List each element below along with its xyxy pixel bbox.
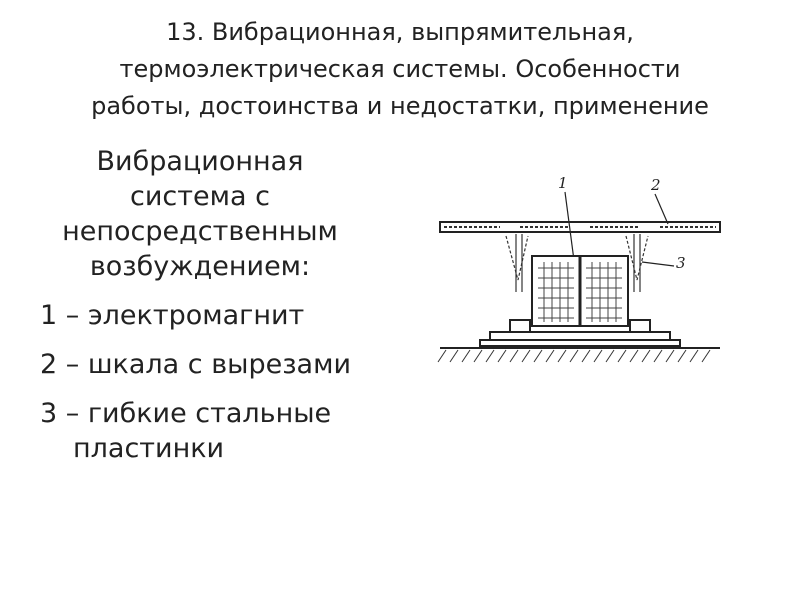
- steel-plates-right: [626, 234, 648, 292]
- label-2: 2: [651, 176, 661, 194]
- list-item-electromagnet: 1 – электромагнит: [40, 300, 305, 331]
- electromagnet: [532, 256, 628, 326]
- vibration-system-diagram: [430, 172, 730, 377]
- body-text: [40, 144, 400, 466]
- diagram-svg: [430, 172, 730, 377]
- intro-line-2: система с: [130, 181, 270, 212]
- title-line-2: термоэлектрическая системы. Особенности: [119, 55, 681, 83]
- base-plate: [490, 332, 670, 340]
- label-1: 1: [558, 174, 568, 192]
- list-item-plates: 3 – гибкие стальные пластинки: [40, 398, 332, 464]
- intro-line-4: возбуждением:: [89, 251, 311, 282]
- label-3: 3: [676, 254, 686, 272]
- intro-line-1: Вибрационная: [96, 146, 304, 177]
- intro-text: [40, 144, 360, 284]
- intro-line-3: непосредственным: [62, 216, 338, 247]
- title-line-1: 13. Вибрационная, выпрямительная,: [166, 18, 634, 46]
- steel-plates-left: [506, 234, 528, 292]
- title-line-3: работы, достоинства и недостатки, применение: [91, 92, 709, 120]
- list-item-scale: 2 – шкала с вырезами: [40, 349, 352, 380]
- slide-title: [20, 14, 780, 125]
